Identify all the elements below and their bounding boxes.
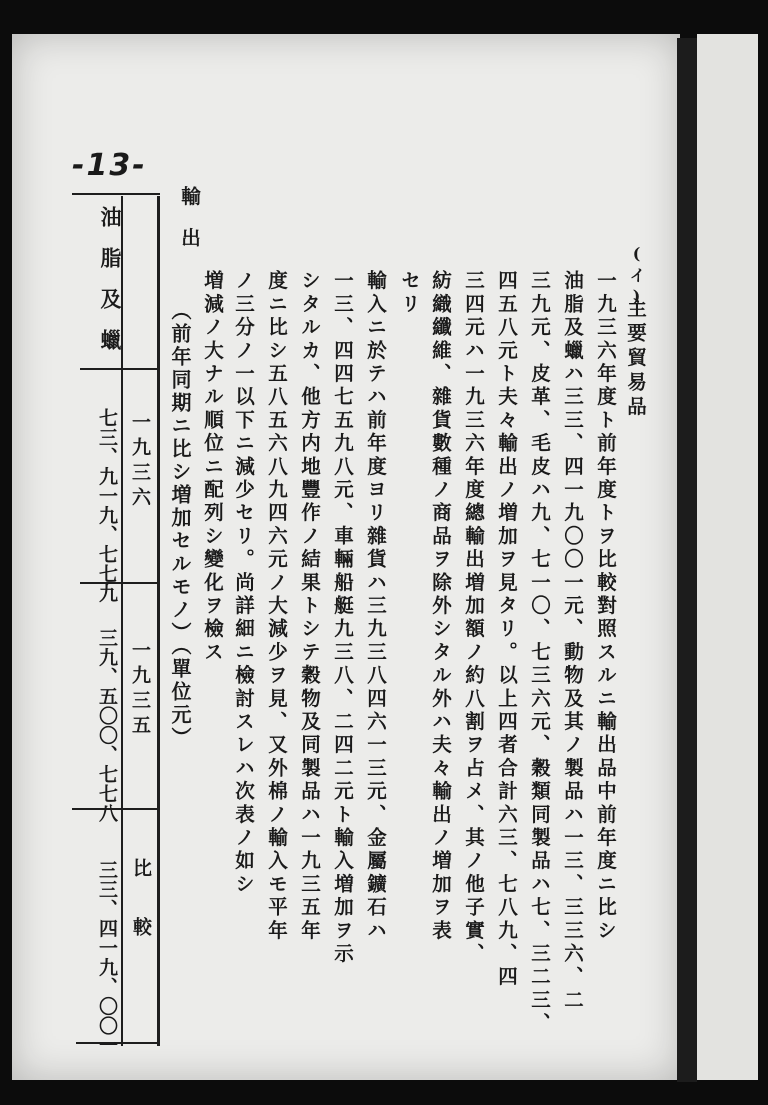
table-unit-note: （前年同期ニ比シ増加セルモノ）（單位元）	[168, 300, 192, 750]
paragraph-1-line-5: 三四元ハ一九三六年度總輸出増加額ノ約八割ヲ占メ、其ノ他子實、	[462, 270, 485, 966]
section-title: 主要貿易品	[624, 298, 647, 421]
table-value-diff: 三三、四一九、〇〇一	[96, 860, 118, 1055]
table-item-label: 油脂及蠟	[98, 206, 123, 370]
paragraph-1-line-7: セリ	[398, 270, 421, 317]
table-rule-top-right	[157, 196, 160, 1046]
paragraph-1-line-4: 四五八元ト夫々輸出ノ増加ヲ見タリ。以上四者合計六三、七八九、四	[495, 270, 518, 990]
paragraph-2-line-4: 度ニ比シ五八五六八九四六元ノ大減少ヲ見、又外棉ノ輸入モ平年	[265, 270, 288, 943]
section-marker: (イ)	[627, 244, 646, 310]
table-header-1935: 一九三五	[129, 640, 151, 740]
paragraph-2-line-2: 一三、四四七五九八元、車輛船艇九三八、二四二元ト輸入増加ヲ示	[331, 270, 354, 966]
table-intro: 増減ノ大ナル順位ニ配列シ變化ヲ檢ス	[201, 270, 224, 665]
paragraph-2-line-1: 輸入ニ於テハ前年度ヨリ雜貨ハ三九三八四六一三元、金屬鑛石ハ	[364, 270, 387, 943]
paragraph-2-line-5: ノ三分ノ一以下ニ減少セリ。尚詳細ニ檢討スレハ次表ノ如シ	[232, 270, 255, 897]
table-rule-top	[72, 193, 160, 195]
paragraph-1-line-6: 紡織纖維、雜貨數種ノ商品ヲ除外シタル外ハ夫々輸出ノ増加ヲ表	[429, 270, 452, 943]
table-heading: 輸出	[178, 186, 201, 269]
page-number: -13-	[72, 148, 147, 183]
table-value-1936: 七三、九一九、七七九	[96, 408, 118, 603]
table-value-1935: 三九、五〇〇、七七八	[96, 628, 118, 823]
table-header-1936: 一九三六	[129, 412, 151, 512]
paragraph-2-line-3: シタルカ、他方内地豐作ノ結果トシテ穀物及同製品ハ一九三五年	[298, 270, 321, 943]
table-header-diff: 比較	[130, 858, 152, 976]
paragraph-1-line-2: 油脂及蠟ハ三三、四一九〇〇一元、動物及其ノ製品ハ一三、三三六、二	[561, 270, 584, 1013]
paragraph-1-line-3: 三九元、皮革、毛皮ハ九、七一〇、七三六元、穀類同製品ハ七、三二三、	[528, 270, 551, 1036]
book-gutter	[677, 38, 697, 1082]
paragraph-1-line-1: 一九三六年度ト前年度トヲ比較對照スルニ輸出品中前年度ニ比シ	[594, 270, 617, 943]
adjacent-page-edge	[697, 34, 758, 1080]
